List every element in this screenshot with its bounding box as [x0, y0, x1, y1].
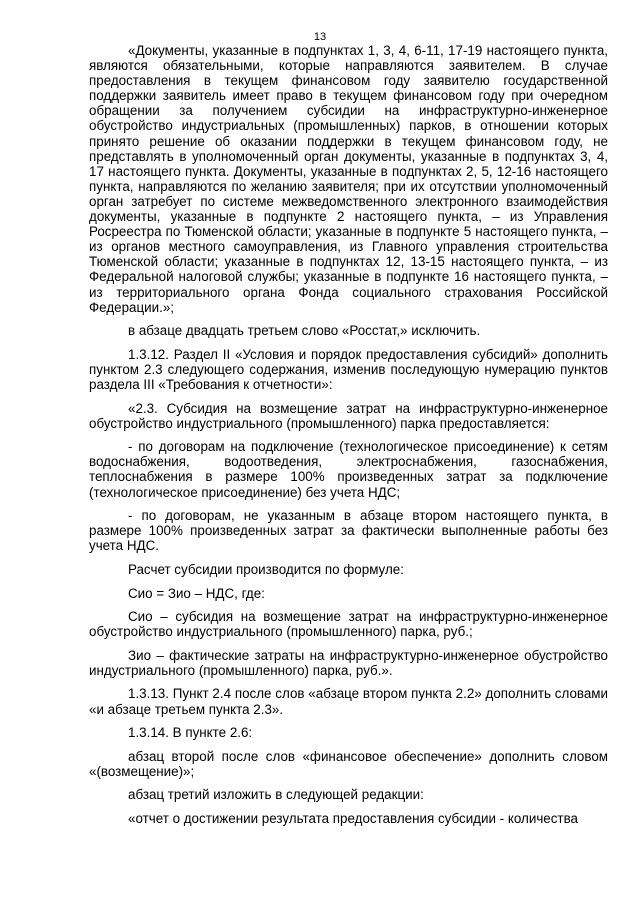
document-body	[89, 43, 608, 835]
paragraph: абзац третий изложить в следующей редакции:	[128, 787, 424, 803]
paragraph: - по договорам на подключение (технологическое присоединение) к сетям водоснабжения, водоотведения, электроснабжения, газоснабжения, теплоснабжения в размере 100% произведенных затрат за подключение (технологическое присоединение) без учета НДС;	[89, 439, 608, 500]
paragraph: Расчет субсидии производится по формуле:	[128, 561, 404, 577]
paragraph: «2.3. Субсидия на возмещение затрат на инфраструктурно-инженерное обустройство индустриального (промышленного) парка предоставляется:	[89, 400, 608, 431]
paragraph: 1.3.12. Раздел II «Условия и порядок предоставления субсидий» дополнить пунктом 2.3 следующего содержания, изменив последующую нумерацию пунктов раздела III «Требования к отчетности»:	[89, 346, 608, 392]
paragraph: Сио = Зио – НДС, где:	[128, 585, 265, 601]
paragraph: Сио – субсидия на возмещение затрат на инфраструктурно-инженерное обустройство индустриального (промышленного) парка, руб.;	[89, 609, 608, 640]
paragraph: в абзаце двадцать третьем слово «Росстат,» исключить.	[128, 323, 481, 339]
page-number: 13	[313, 31, 327, 43]
paragraph: «отчет о достижении результата предоставления субсидии - количества	[128, 811, 578, 827]
paragraph: «Документы, указанные в подпунктах 1, 3, 4, 6-11, 17-19 настоящего пункта, являются обязательными, которые направляются заявителем. В случае предоставления в текущем финансовом году заявителю государственной поддержки заявитель имеет право в текущем финансовом году при очередном обращении за получением субсидии на инфраструктурно-инженерное обустройство индустриальных (промышленных) парков, в отношении которых принято решение об оказании поддержки в текущем финансовом году, не представлять в уполномоченный орган документы, указанные в подпунктах 3, 4, 17 настоящего пункта. Документы, указанные в подпунктах 2, 5, 12-16 настоящего пункта, направляются по желанию заявителя; при их отсутствии уполномоченный орган затребует по системе межведомственного электронного взаимодействия документы, указанные в подпункте 2 настоящего пункта, – из Управления Росреестра по Тюменской области; указанные в подпункте 5 настоящего пункта, – из органов местного самоуправления, из Главного управления строительства Тюменской области; указанные в подпунктах 12, 13-15 настоящего пункта, – из Федеральной налоговой службы; указанные в подпункте 16 настоящего пункта, – из территориального органа Фонда социального страхования Российской Федерации.»;	[89, 43, 608, 315]
paragraph: 1.3.14. В пункте 2.6:	[128, 725, 253, 741]
paragraph: Зио – фактические затраты на инфраструктурно-инженерное обустройство индустриального (промышленного) парка, руб.».	[89, 647, 608, 678]
paragraph: - по договорам, не указанным в абзаце втором настоящего пункта, в размере 100% произведенных затрат за фактически выполненные работы без учета НДС.	[89, 508, 608, 554]
paragraph: абзац второй после слов «финансовое обеспечение» дополнить словом «(возмещение)»;	[89, 748, 608, 779]
paragraph: 1.3.13. Пункт 2.4 после слов «абзаце втором пункта 2.2» дополнить словами «и абзаце третьем пункта 2.3».	[89, 686, 608, 717]
